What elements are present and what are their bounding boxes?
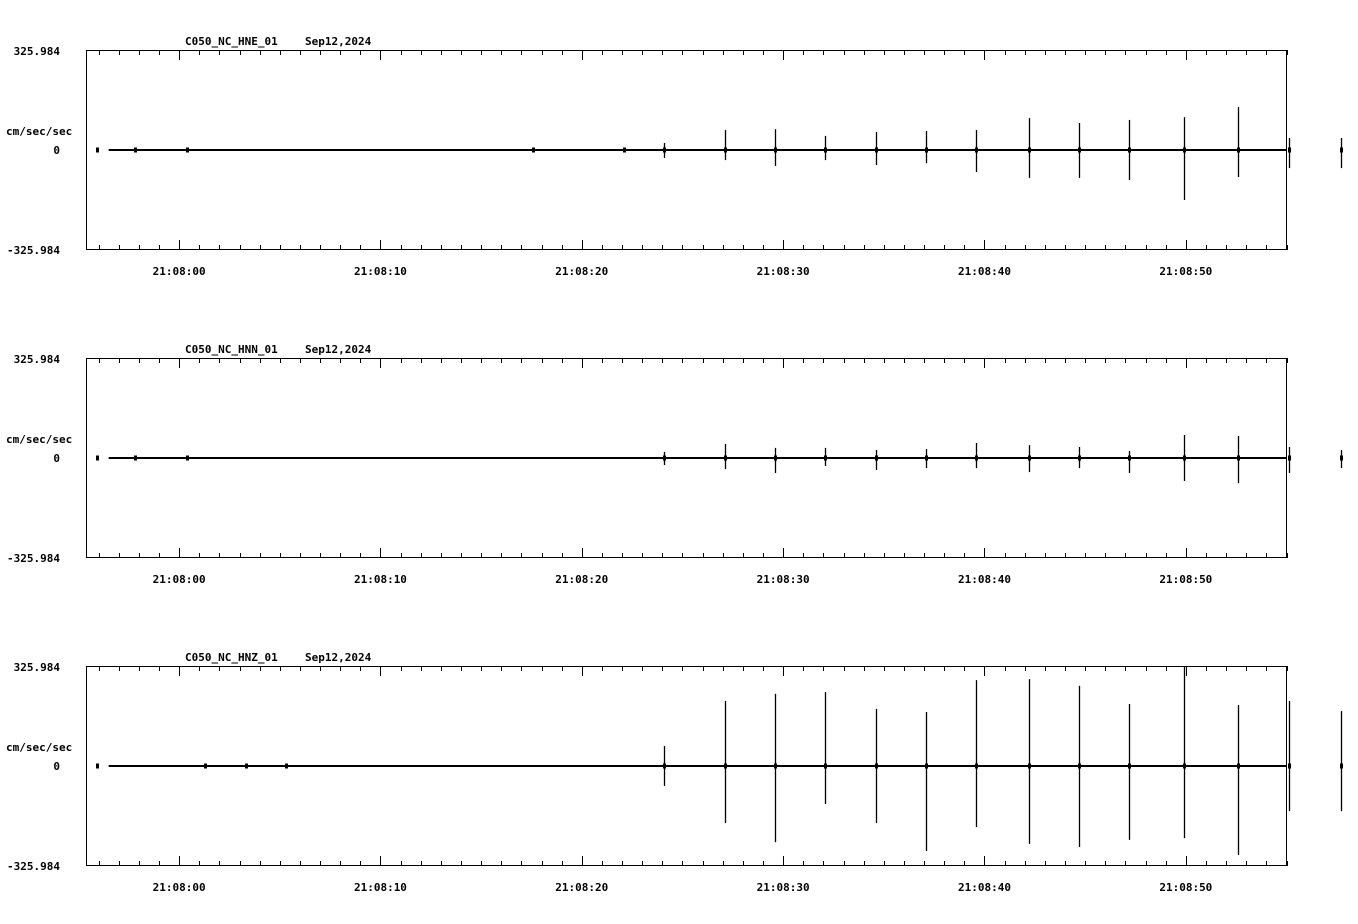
waveform-burst <box>1078 148 1081 153</box>
waveform-burst <box>724 764 727 769</box>
y-min-label: -325.984 <box>7 860 60 873</box>
waveform-burst <box>774 148 777 153</box>
waveform-burst <box>532 148 535 153</box>
waveform-burst <box>1288 764 1291 769</box>
waveform-burst <box>663 148 666 153</box>
waveform-burst <box>925 764 928 769</box>
waveform-burst <box>245 764 248 769</box>
y-min-label: -325.984 <box>7 552 60 565</box>
waveform-burst <box>975 148 978 153</box>
y-axis-label: cm/sec/sec <box>6 125 73 138</box>
waveform-burst <box>724 148 727 153</box>
x-tick-label: 21:08:10 <box>353 881 407 894</box>
waveform-burst <box>824 764 827 769</box>
waveform-burst <box>774 764 777 769</box>
y-axis-label: cm/sec/sec <box>6 433 73 446</box>
panel-date: Sep12,2024 <box>305 35 372 48</box>
waveform-burst <box>975 456 978 461</box>
waveform-burst <box>1078 764 1081 769</box>
waveform-burst <box>204 764 207 769</box>
waveform-burst <box>623 148 626 153</box>
x-tick-label: 21:08:00 <box>152 265 206 278</box>
waveform-burst <box>724 456 727 461</box>
x-tick-label: 21:08:20 <box>555 265 609 278</box>
panel-date: Sep12,2024 <box>305 343 372 356</box>
panel-hne <box>6 35 1358 278</box>
waveform-burst <box>1183 456 1186 461</box>
waveform-burst <box>774 456 777 461</box>
y-max-label: 325.984 <box>13 353 60 366</box>
waveform-burst <box>1340 456 1343 461</box>
y-zero-label: 0 <box>53 452 60 465</box>
waveform-burst <box>663 764 666 769</box>
waveform-burst <box>1028 764 1031 769</box>
waveform-burst <box>186 148 189 153</box>
waveform-burst <box>975 764 978 769</box>
panel-title: C050_NC_HNN_01 <box>185 343 278 356</box>
waveform-burst <box>1028 148 1031 153</box>
x-tick-label: 21:08:30 <box>756 265 810 278</box>
waveform-burst <box>1183 148 1186 153</box>
waveform-burst <box>1078 456 1081 461</box>
waveform-burst <box>186 456 189 461</box>
waveform-burst <box>925 456 928 461</box>
waveform-burst <box>663 456 666 461</box>
x-tick-label: 21:08:40 <box>957 573 1011 586</box>
x-tick-labels <box>153 265 1358 278</box>
waveform-burst <box>824 456 827 461</box>
waveform-burst <box>134 456 137 461</box>
panel-title: C050_NC_HNZ_01 <box>185 651 278 664</box>
waveform-burst <box>1128 764 1131 769</box>
waveform-burst <box>925 148 928 153</box>
panel-hnz <box>6 651 1358 894</box>
x-tick-labels <box>153 881 1358 894</box>
waveform-burst <box>1288 456 1291 461</box>
waveform-burst <box>96 148 99 153</box>
x-tick-label: 21:08:30 <box>756 881 810 894</box>
waveform-burst <box>875 764 878 769</box>
x-tick-label: 21:08:10 <box>353 573 407 586</box>
waveform-burst <box>1183 764 1186 769</box>
y-max-label: 325.984 <box>13 45 60 58</box>
x-tick-label: 21:08:50 <box>1159 265 1213 278</box>
waveform-burst <box>1237 764 1240 769</box>
waveform-burst <box>1340 764 1343 769</box>
x-tick-label: 21:08:10 <box>353 265 407 278</box>
waveform-burst <box>285 764 288 769</box>
waveform-burst <box>1128 456 1131 461</box>
y-min-label: -325.984 <box>7 244 60 257</box>
x-tick-label: 21:08:40 <box>957 265 1011 278</box>
panel-date: Sep12,2024 <box>305 651 372 664</box>
waveform-burst <box>824 148 827 153</box>
x-tick-label: 21:08:50 <box>1159 881 1213 894</box>
waveform-burst <box>875 148 878 153</box>
x-tick-label: 21:08:00 <box>152 573 206 586</box>
x-tick-labels <box>153 573 1358 586</box>
waveform-burst <box>1028 456 1031 461</box>
waveform-trace <box>96 435 1358 483</box>
waveform-burst <box>875 456 878 461</box>
panel-hnn <box>6 343 1358 586</box>
panel-title: C050_NC_HNE_01 <box>185 35 278 48</box>
waveform-burst <box>134 148 137 153</box>
waveform-burst <box>96 764 99 769</box>
waveform-burst <box>1340 148 1343 153</box>
x-tick-label: 21:08:30 <box>756 573 810 586</box>
y-max-label: 325.984 <box>13 661 60 674</box>
x-tick-label: 21:08:00 <box>152 881 206 894</box>
waveform-burst <box>1237 456 1240 461</box>
x-tick-label: 21:08:20 <box>555 573 609 586</box>
waveform-burst <box>1128 148 1131 153</box>
waveform-trace <box>96 666 1358 855</box>
x-tick-label: 21:08:40 <box>957 881 1011 894</box>
y-zero-label: 0 <box>53 144 60 157</box>
waveform-burst <box>1237 148 1240 153</box>
waveform-burst <box>1288 148 1291 153</box>
y-zero-label: 0 <box>53 760 60 773</box>
waveform-trace <box>96 107 1358 200</box>
y-axis-label: cm/sec/sec <box>6 741 73 754</box>
x-tick-label: 21:08:50 <box>1159 573 1213 586</box>
x-tick-label: 21:08:20 <box>555 881 609 894</box>
waveform-burst <box>96 456 99 461</box>
